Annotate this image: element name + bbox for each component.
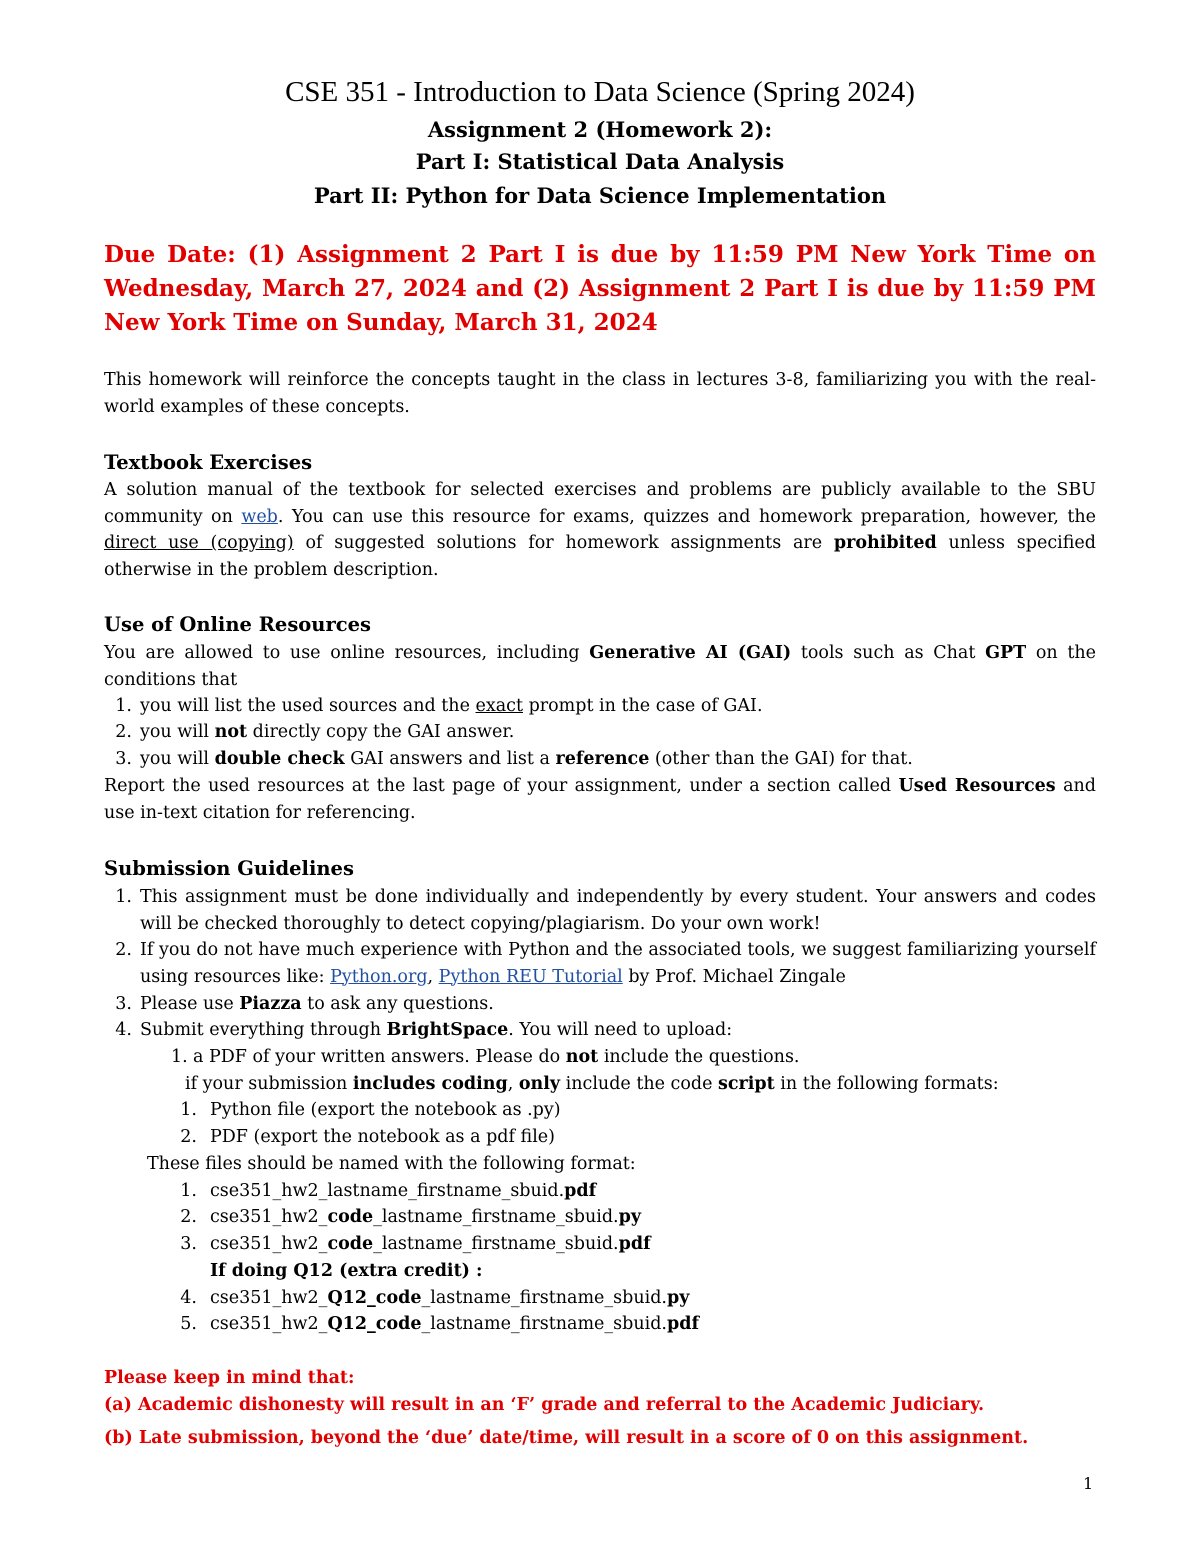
assignment-title: Assignment 2 (Homework 2): — [427, 117, 773, 142]
online-resources-paragraph: You are allowed to use online resources, including Generative AI (GAI) tools such as Chat GPT on the conditions that — [104, 643, 1097, 690]
keep-in-mind-heading: Please keep in mind that: — [104, 1368, 355, 1388]
list-item: 5. cse351_hw2_Q12_code_lastname_firstname_sbuid.pdf — [180, 1314, 699, 1334]
list-item: 1. cse351_hw2_lastname_firstname_sbuid.pdf — [180, 1181, 597, 1201]
python-reu-tutorial-link[interactable]: Python REU Tutorial — [438, 966, 623, 987]
list-item: 4. cse351_hw2_Q12_code_lastname_firstname_sbuid.py — [180, 1288, 690, 1308]
list-item: 3. cse351_hw2_code_lastname_firstname_sbuid.pdf — [180, 1234, 651, 1254]
part-one-title: Part I: Statistical Data Analysis — [415, 149, 785, 174]
list-item: 3. you will double check GAI answers and list a reference (other than the GAI) for that. — [115, 749, 913, 769]
report-resources-paragraph: Report the used resources at the last page of your assignment, under a section called Used Resources and use in-text citation for referencing. — [104, 776, 1096, 823]
part-two-title: Part II: Python for Data Science Implementation — [313, 183, 887, 208]
python-org-link[interactable]: Python.org — [330, 966, 428, 987]
list-item: 1. a PDF of your written answers. Please do not include the questions. — [171, 1047, 800, 1067]
list-item: 2. PDF (export the notebook as a pdf file) — [180, 1127, 555, 1147]
list-item: 4. Submit everything through BrightSpace. You will need to upload: — [115, 1020, 733, 1040]
list-item: if your submission includes coding, only include the code script in the following formats: — [185, 1074, 999, 1094]
textbook-paragraph: A solution manual of the textbook for selected exercises and problems are publicly available to the SBU community on web. You can use this resource for exams, quizzes and homework preparation, however, the direct use (copying) of suggested solutions for homework assignments are prohibited unless specified otherwise in the problem description. — [104, 480, 1097, 580]
intro-paragraph: This homework will reinforce the concepts taught in the class in lectures 3-8, familiarizing you with the real-world examples of these concepts. — [104, 370, 1096, 417]
file-naming-intro: These files should be named with the following format: — [147, 1154, 636, 1174]
academic-dishonesty-note: (a) Academic dishonesty will result in an ‘F’ grade and referral to the Academic Judiciary. — [104, 1395, 985, 1415]
page-number: 1 — [1083, 1474, 1094, 1493]
list-item: 1. Python file (export the notebook as .py) — [180, 1100, 561, 1120]
course-title: CSE 351 - Introduction to Data Science (Spring 2024) — [285, 76, 915, 108]
list-item: 3. Please use Piazza to ask any questions. — [115, 994, 494, 1014]
list-item: 1. This assignment must be done individually and independently by every student. Your answers and codes will be checked thoroughly to detect copying/plagiarism. Do your own work! — [115, 887, 1096, 934]
list-item: 2. you will not directly copy the GAI answer. — [115, 722, 515, 742]
late-submission-note: (b) Late submission, beyond the ‘due’ date/time, will result in a score of 0 on this assignment. — [104, 1428, 1029, 1448]
list-item: 2. cse351_hw2_code_lastname_firstname_sbuid.py — [180, 1207, 642, 1227]
due-date-notice: Due Date: (1) Assignment 2 Part I is due by 11:59 PM New York Time on Wednesday, March 27, 2024 and (2) Assignment 2 Part I is due by 11:59 PM New York Time on Sunday, March 31, 2024 — [104, 241, 1096, 336]
extra-credit-label: If doing Q12 (extra credit) : — [210, 1261, 483, 1281]
web-link[interactable]: web — [241, 506, 278, 527]
textbook-heading: Textbook Exercises — [104, 451, 313, 474]
list-item: 1. you will list the used sources and the exact prompt in the case of GAI. — [115, 696, 763, 716]
online-resources-heading: Use of Online Resources — [104, 613, 372, 636]
submission-heading: Submission Guidelines — [104, 857, 354, 880]
list-item: 2. If you do not have much experience with Python and the associated tools, we suggest familiarizing yourself using resources like: Python.org, Python REU Tutorial by Prof. Michael Zingale — [115, 940, 1096, 987]
